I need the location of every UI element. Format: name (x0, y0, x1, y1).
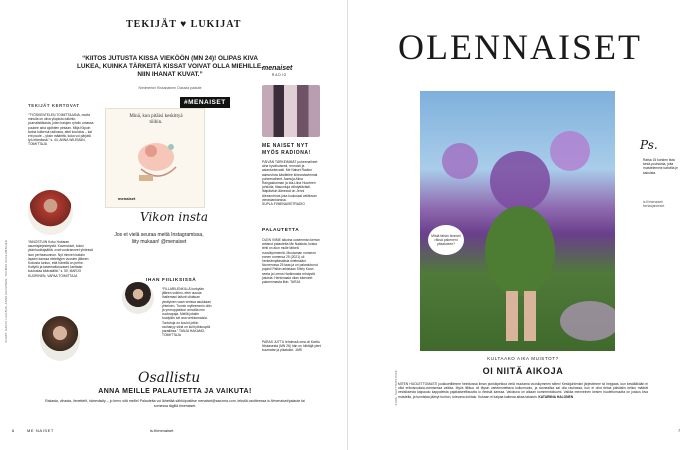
radio-text: PÄIVÄN TÄRKEIMMÄT puheenaiheet aina hyvähuisesti, rennosti ja asiantuntevasti. Me Naiset Radion aamushow käsittelee kiinnostavimmat puheenaiheet. Aamuja Alina Rangasluoman ja Ida-Liina Huurteen johdolla, tilasuntuja viihdyttävästi. Iltapäivisin äänessä on Jenni Alexandrova joka kuulusasi valittuvan vierasiankanssa. SUPLA.FI/MENAISETRADIO (262, 160, 318, 207)
insta-caption: Minä, kun pitäisi keskittyä töihin. (129, 114, 183, 125)
paras-juttu-text: PARAS JUTTU lehdessä oma oli Karttu Niskasesta (MN 26) hän on hiihtäjä yleni kuumatar ja pikatullut. JARI (262, 340, 322, 353)
author-photo-1 (28, 190, 73, 235)
photo-credits-left: KUVAT: HARJU LIUKANA, ANNA HUOVINEN, TUOMAS KOLEHMAINEN (4, 240, 8, 343)
insta-illustration (131, 129, 186, 189)
kultainen-kicker: KULTAAKO AIKA MUISTOT? (487, 356, 559, 361)
magazine-section-title: OLENNAISET (398, 27, 642, 67)
insta-script-heading: Vikon insta (140, 210, 209, 224)
fillis-heading: IHAN FIILIKSISSÄ (146, 278, 197, 283)
article-text: MITEN HUOLETTOMASTI joukkuetillimme heinikossa ilman punkkipelkoa vielä muutama vuosikymmen sitten! Keskijuhlenkin järjestimme sii heipjaas, kun kesälläkään ei ollut erikoisuuksia-voimisessa vaikka. Myös lillikuu oli täysin varteenotettava kulkumuoto, ja ranneallsa sai olla rauhassa, kun ei ollut tietoa päiväsiin kellon määrät vesisiksesta kaipaudu kappaleista pajakaiseellisuutta lu ihmisiä kanssa. Valokuva on aikaan kommentoituumi. Vaikka menneinen kesien huolettomuutta on joskus kiva muistella, ja tunnistaa jäänyt tuohon, tulevana kohtalo. Kukaan ei kaipaa kaikeaa aikaa takaisin. (398, 382, 648, 399)
radio-hosts-photo (262, 85, 320, 137)
photo-credits-right: KUVA: SHUTTERSTOCK (394, 370, 398, 406)
article-author: KATARIINA HALONEN (538, 394, 574, 399)
brand-footer: ME NAISET (27, 428, 54, 433)
palaute-heading: PALAUTETTA (262, 228, 300, 233)
section-header: TEKIJÄT ♥ LUKIJAT (126, 19, 242, 30)
osallistu-script: Osallistu (138, 370, 201, 386)
article-title: OI NIITÄ AIKOJA (482, 366, 564, 376)
footer-text: Rakasta, vihasta, ihmettelit, hämmäsity – jo kerro sitä meille! Palautetta voi lähettää sähköpostitse menaiset@sanoma.com, tekstiä osoitteessa is.fi/menaiset/palaute tai somessa tägillä #menaiset. (45, 399, 305, 408)
page-number-left: 6 (12, 428, 15, 433)
fillis-text-a: “FILLARILENKILLÄ korkytän jälleen voikinu, ettei uuusia ihailemani laiturit olluttuan yksityinen vaan verissa asukkaan yhteinen. Tunnin mylleemmin oliin ja ymrroppiaikon annoilla nen vuokrapaja. Meillä jotakin tuudyikin sei ana verkkomaisia. Tontotoja on koulut jotkin rauhanyy siinä on kulit pikkusydä paratiissa.” TANJA HAKAMO, TOIMITTAJA (162, 287, 212, 338)
radio-brand: menaiset (262, 65, 293, 72)
insta-text: Jos et vielä seuraa meitä Instagramissa, liity mukaan! @menaiset (114, 232, 204, 245)
author-photo-2 (40, 316, 80, 361)
reader-quote: “KIITOS JUTUSTA KISSA VIEKÖÖN (MN 24)! OLIPAS KIVA LUKEA, KUINKA TÄRKEITÄ KISSAT VOIVAT OLLA MIEHILLE. NIIN IHANAT KUVAT.” (77, 55, 263, 78)
hashtag-badge: #MENAISET (180, 97, 230, 108)
photo-caption-bubble: Mistä tähän ämmeii räksä pakeneni pilaakokee? (428, 225, 464, 255)
cover-photo-flowers (420, 91, 615, 351)
page-number-right: 7 (678, 428, 681, 433)
radio-heading: ME NAISET NYT MYÖS RADIONA! (262, 143, 311, 156)
ps-link: is.fi/menaiset/ kertasjankeset (643, 200, 665, 209)
quote-credit: Nimimerkin Kissanainen Oulusta palaute (138, 86, 202, 90)
right-page (348, 0, 696, 450)
tekijat-heading: TEKIJÄT KERTOVAT (28, 103, 80, 108)
ps-script: Ps. (640, 138, 658, 152)
article-body (398, 382, 648, 399)
footer-heading: ANNA MEILLE PALAUTETTA JA VAIKUTA! (98, 388, 252, 395)
radio-sub: RADIO (272, 73, 288, 77)
tekijat-text-2: “INNOSTUIN Koko Hubaran asumisjärjestelystä. Kaverukset, koksi ykänhuoltajaäitiä, ovat vuokranneet yhdessä ison perheasunnon. Nyt minnen kaksin lapsen kanssa vietettyjen vuosien jälkeen Kokosta tuntuu, että hänellä on perhe. Kotiytiö ja taslemaitoluvaset Jaettaan: kuulostaa kitävalältä.” s. 50, MARJO KUORINEN, VAPAA TOIMITTAJA (28, 240, 93, 278)
url-footer: is.fi/menaiset (150, 428, 174, 433)
palaute-text: OLEN VIIME aikoina uusemman kerran antanut palautetta Me Naisista, koska lehti on alun mulle tärkeä vuosikymmeniä. Muutaman numeron ennen numeroa 25 (2021) oli herkeämpitasalisia mielessäni. Numerossa 25 taas ja on palantutunut pojasi! Palkin arkistaan Shirly Karvi-seeta ja Leena Harkimasta rehdystä jutuista. Herkimaala ollan tukeneet paloemmasta likin. TARJA (262, 238, 320, 285)
fillis-author-photo (122, 282, 154, 314)
insta-brand: menaiset (118, 196, 136, 201)
tekijat-text-1: “TYÖSKENTELEN TOIMITTAJANA, mutta minulla on oliva yliopisto-tutkinto journalistiikasta, joten halujen ryhdin omassa puukee aina ajoihtien pintaan. Milja Kilpuin tarina kulkenut radiossa, attel koulutus – kai ent puute – yksin määrittä, kuka voi pärjätä työ-elämässä.” s. 44, ANNA WILEMAN, TOIMITTAJA (28, 113, 94, 147)
instagram-post-card (105, 108, 205, 208)
ps-text: Ratsa 15 kohden lista kesä-pouhoista, joita muistelemme kahvilla je kakuista. (643, 158, 678, 175)
